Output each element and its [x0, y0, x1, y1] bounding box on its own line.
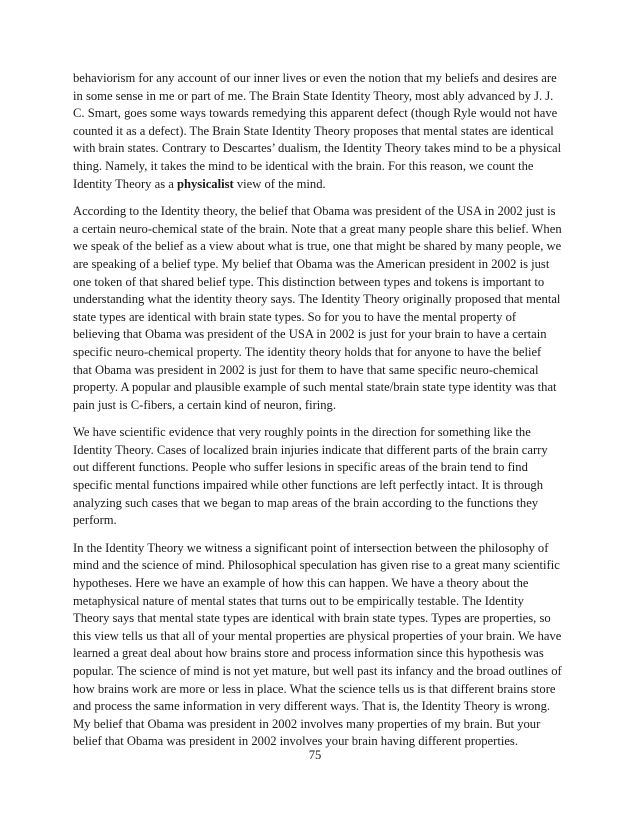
page-number: 75: [308, 748, 322, 762]
body-text: [73, 70, 563, 761]
paragraph-4: In the Identity Theory we witness a significant point of intersection between the philosophy of mind and the science of mind. Philosophical speculation has given rise to a great many scientific hypotheses. Here we have an example of how this can happen. We have a theory about the metaphysical nature of mental states that turns out to be empirically testable. The Identity Theory says that mental state types are identical with brain state types. Types are properties, so this view tells us that all of your mental properties are physical properties of your brain. We have learned a great deal about how brains store and process information since this hypothesis was popular. The science of mind is not yet mature, but well past its infancy and the broad outlines of how brains work are more or less in place. What the science tells us is that different brains store and process the same information in very different ways. That is, the Identity Theory is wrong. My belief that Obama was president in 2002 involves many properties of my brain. But your belief that Obama was president in 2002 involves your brain having different properties.: [73, 540, 562, 749]
paragraph-2: According to the Identity theory, the belief that Obama was president of the USA in 2002 just is a certain neuro-chemical state of the brain. Note that a great many people share this belief. When we speak of the belief as a view about what is true, one that might be shared by many people, we are speaking of a belief type. My belief that Obama was the American president in 2002 is just one token of that shared belief type. This distinction between types and tokens is important to understanding what the identity theory says. The Identity Theory originally proposed that mental state types are identical with brain state types. So for you to have the mental property of believing that Obama was president of the USA in 2002 is just for your brain to have a certain specific neuro-chemical property. The identity theory holds that for anyone to have the belief that Obama was president in 2002 is just for them to have that same specific neuro-chemical property. A popular and plausible example of such mental state/brain state type identity was that pain just is C-fibers, a certain kind of neuron, firing.: [73, 204, 562, 412]
bold-term-physicalist: physicalist: [177, 176, 234, 191]
paragraph-1-text: behaviorism for any account of our inner lives or even the notion that my beliefs and desires are in some sense in me or part of me. The Brain State Identity Theory, most ably advanced by J. J. C. Smart, goes some ways towards remedying this apparent defect (though Ryle would not have counted it as a defect). The Brain State Identity Theory proposes that mental states are identical with brain states. Contrary to Descartes’ dualism, the Identity Theory takes mind to be a physical thing. Namely, it takes the mind to be identical with the brain. For this reason, we count the Identity Theory as a: [73, 71, 562, 191]
paragraph-1-text-end: view of the mind.: [233, 176, 326, 191]
paragraph-3: We have scientific evidence that very roughly points in the direction for something like the Identity Theory. Cases of localized brain injuries indicate that different parts of the brain carry out different functions. People who suffer lesions in specific areas of the brain tend to find specific mental functions impaired while other functions are left perfectly intact. It is through analyzing such cases that we began to map areas of the brain according to the functions they perform.: [73, 425, 548, 528]
paragraph-1: [73, 70, 563, 193]
